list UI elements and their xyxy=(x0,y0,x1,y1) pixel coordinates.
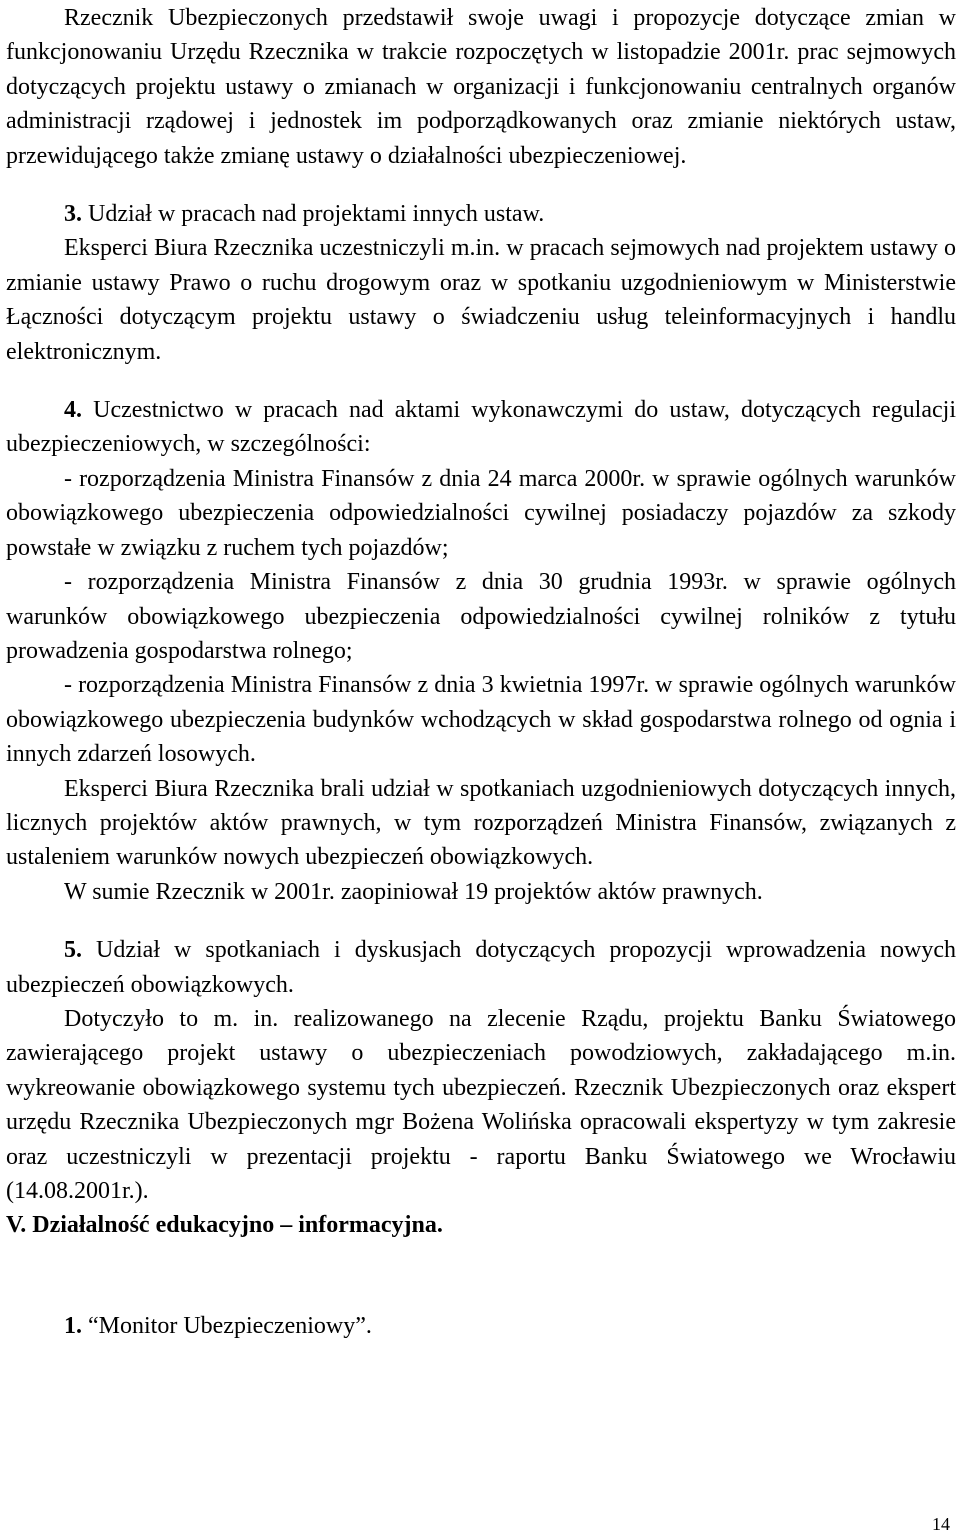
spacer xyxy=(6,173,956,197)
spacer xyxy=(6,909,956,933)
spacer xyxy=(6,1243,956,1309)
paragraph-experts: Eksperci Biura Rzecznika brali udział w spotkaniach uzgodnieniowych dotyczących innych, licznych projektów aktów prawnych, w tym rozporządzeń Ministra Finansów, związanych z ustaleniem warunków nowych ubezpieczeń obowiązkowych. xyxy=(6,775,956,871)
list-item-regulation-2: - rozporządzenia Ministra Finansów z dnia 30 grudnia 1993r. w sprawie ogólnych warunków obowiązkowego ubezpieczenia odpowiedzialności cywilnej rolników z tytułu prowadzenia gospodarstwa rolnego; xyxy=(6,569,956,664)
list-item-regulation-3: - rozporządzenia Ministra Finansów z dnia 3 kwietnia 1997r. w sprawie ogólnych warunków obowiązkowego ubezpieczenia budynków wchodzących w skład gospodarstwa rolnego od ognia i innych zdarzeń losowych. xyxy=(6,672,956,768)
section-title: “Monitor Ubezpieczeniowy”. xyxy=(82,1312,372,1339)
page-number: 14 xyxy=(932,1514,950,1534)
section-title: Udział w spotkaniach i dyskusjach dotyczących propozycji wprowadzenia nowych ubezpieczeń obowiązkowych. xyxy=(6,937,956,998)
section-number: 1. xyxy=(64,1312,82,1339)
list-item-regulation-1: - rozporządzenia Ministra Finansów z dnia 24 marca 2000r. w sprawie ogólnych warunków obowiązkowego ubezpieczenia odpowiedzialności cywilnej posiadaczy pojazdów za szkody powstałe w związku z ruchem tych pojazdów; xyxy=(6,465,956,561)
paragraph-rzecznik-uwagi: Rzecznik Ubezpieczonych przedstawił swoje uwagi i propozycje dotyczące zmian w funkcjonowaniu Urzędu Rzecznika w trakcie rozpoczętych w listopadzie 2001r. prac sejmowych dotyczących projektu ustawy o zmianach w organizacji i funkcjonowaniu centralnych organów administracji rządowej i jednostek im podporządkowanych oraz zmianie niektórych ustaw, przewidującego także zmianę ustawy o działalności ubezpieczeniowej. xyxy=(6,5,956,169)
section-5-body: Dotyczyło to m. in. realizowanego na zlecenie Rządu, projektu Banku Światowego zawierającego projekt ustawy o ubezpieczeniach powodziowych, zakładającego m.in. wykreowanie obowiązkowego systemu tych ubezpieczeń. Rzecznik Ubezpieczonych oraz ekspert urzędu Rzecznika Ubezpieczonych mgr Bożena Wolińska opracowali ekspertyzy w tym zakresie oraz uczestniczyli w prezentacji projektu - raportu Banku Światowego we Wrocławiu (14.08.2001r.). xyxy=(6,1005,956,1204)
section-number: 5. xyxy=(64,937,82,964)
section-3-heading xyxy=(6,197,956,231)
section-5-heading xyxy=(6,933,956,1002)
paragraph-summary: W sumie Rzecznik w 2001r. zaopiniował 19 projektów aktów prawnych. xyxy=(64,878,763,905)
subsection-1-heading xyxy=(6,1309,956,1343)
section-title: Uczestnictwo w pracach nad aktami wykonawczymi do ustaw, dotyczących regulacji ubezpieczeniowych, w szczególności: xyxy=(6,397,956,458)
chapter-heading: V. Działalność edukacyjno – informacyjna. xyxy=(6,1212,443,1239)
document-page xyxy=(6,1,956,1343)
section-4-heading xyxy=(6,393,956,462)
section-3-body: Eksperci Biura Rzecznika uczestniczyli m.in. w pracach sejmowych nad projektem ustawy o zmianie ustawy Prawo o ruchu drogowym oraz w spotkaniu uzgodnieniowym w Ministerstwie Łączności dotyczącym projektu ustawy o świadczeniu usług teleinformacyjnych i handlu elektronicznym. xyxy=(6,235,956,365)
section-number: 3. xyxy=(64,201,82,228)
spacer xyxy=(6,369,956,393)
section-title: Udział w pracach nad projektami innych ustaw. xyxy=(82,201,545,228)
section-number: 4. xyxy=(64,397,82,424)
